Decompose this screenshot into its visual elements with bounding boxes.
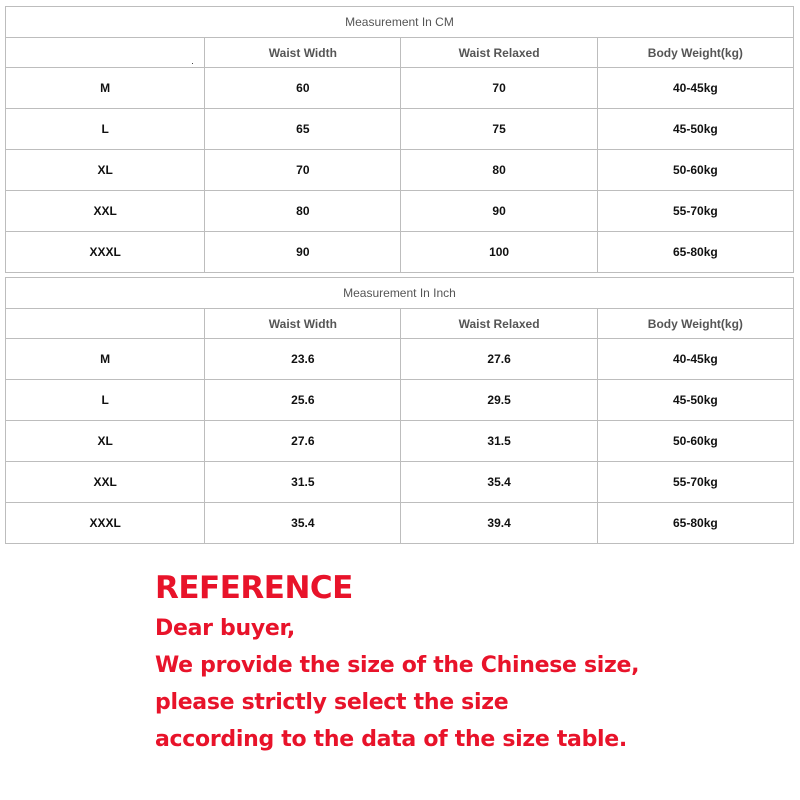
cell-waist-width: 60 [205,68,401,109]
notice-line: according to the data of the size table. [155,727,627,752]
notice-line: Dear buyer, [155,616,295,641]
table-row [6,232,794,273]
cell-size: M [6,339,205,380]
cell-size: M [6,68,205,109]
table-row [6,339,794,380]
table-title: Measurement In CM [6,7,794,38]
cell-waist-width: 70 [205,150,401,191]
cell-body-weight: 65-80kg [597,232,793,273]
cell-size: XXXL [6,232,205,273]
cell-waist-relaxed: 90 [401,191,597,232]
cell-body-weight: 45-50kg [597,380,793,421]
cell-waist-width: 90 [205,232,401,273]
table-row [6,462,794,503]
cell-waist-width: 80 [205,191,401,232]
cell-body-weight: 65-80kg [597,503,793,544]
cell-size: XXL [6,462,205,503]
header-body-weight: Body Weight(kg) [597,38,793,68]
table-header-row [6,309,794,339]
size-table-cm [5,6,794,273]
cell-body-weight: 55-70kg [597,462,793,503]
header-waist-relaxed: Waist Relaxed [401,309,597,339]
cell-waist-relaxed: 70 [401,68,597,109]
table-title-row [6,278,794,309]
cell-waist-width: 31.5 [205,462,401,503]
cell-body-weight: 50-60kg [597,150,793,191]
table-row [6,503,794,544]
reference-notice [155,568,639,758]
cell-size: XL [6,150,205,191]
cell-size: XXXL [6,503,205,544]
header-size [6,309,205,339]
cell-size: XL [6,421,205,462]
header-waist-width: Waist Width [205,309,401,339]
cell-body-weight: 45-50kg [597,109,793,150]
cell-body-weight: 50-60kg [597,421,793,462]
cell-size: L [6,380,205,421]
cell-waist-relaxed: 80 [401,150,597,191]
notice-line: We provide the size of the Chinese size, [155,653,640,678]
cell-waist-relaxed: 75 [401,109,597,150]
header-body-weight: Body Weight(kg) [597,309,793,339]
cell-size: L [6,109,205,150]
cell-waist-relaxed: 29.5 [401,380,597,421]
cell-body-weight: 40-45kg [597,339,793,380]
table-row [6,380,794,421]
cell-waist-width: 27.6 [205,421,401,462]
table-row [6,421,794,462]
table-row [6,150,794,191]
table-header-row [6,38,794,68]
table-row [6,109,794,150]
table-row [6,191,794,232]
cell-waist-width: 35.4 [205,503,401,544]
notice-heading: REFERENCE [155,570,353,606]
cell-waist-relaxed: 35.4 [401,462,597,503]
table-title: Measurement In Inch [6,278,794,309]
cell-waist-relaxed: 39.4 [401,503,597,544]
notice-line: please strictly select the size [155,690,509,715]
cell-waist-relaxed: 27.6 [401,339,597,380]
cell-waist-width: 23.6 [205,339,401,380]
cell-body-weight: 55-70kg [597,191,793,232]
header-waist-width: Waist Width [205,38,401,68]
header-size [6,38,205,68]
cell-waist-width: 25.6 [205,380,401,421]
cell-body-weight: 40-45kg [597,68,793,109]
table-title-row [6,7,794,38]
table-row [6,68,794,109]
cell-waist-relaxed: 100 [401,232,597,273]
size-table-inch [5,277,794,544]
cell-waist-width: 65 [205,109,401,150]
cell-size: XXL [6,191,205,232]
header-waist-relaxed: Waist Relaxed [401,38,597,68]
cell-waist-relaxed: 31.5 [401,421,597,462]
